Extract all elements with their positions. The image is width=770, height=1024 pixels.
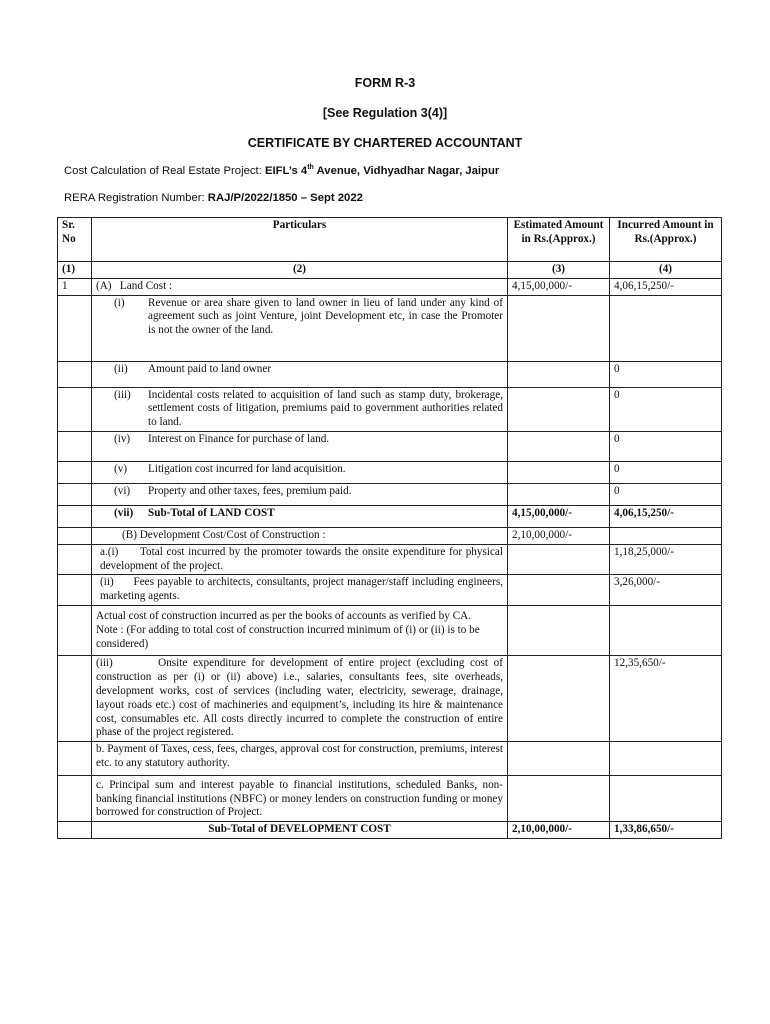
item-text: c. Principal sum and interest payable to financial institutions, scheduled Banks, non-banking financial institutions (NBFC) or money lenders on construction funding or money borrowed for construction of Project. — [92, 775, 508, 821]
item-text: Property and other taxes, fees, premium paid. — [148, 484, 352, 497]
item-incurred: 0 — [610, 461, 722, 483]
land-sr: 1 — [58, 278, 92, 295]
rera-number: RAJ/P/2022/1850 – Sept 2022 — [207, 192, 363, 204]
actual-cost-cell — [92, 605, 508, 655]
cost-table — [57, 217, 722, 839]
table-row — [58, 775, 722, 821]
colnum-1: (1) — [58, 262, 92, 279]
table-row — [58, 605, 722, 655]
development-subtotal-row — [58, 822, 722, 839]
item-incurred: 1,18,25,000/- — [610, 544, 722, 575]
land-incurred: 4,06,15,250/- — [610, 278, 722, 295]
item-text: Interest on Finance for purchase of land. — [148, 432, 330, 445]
project-line — [64, 164, 499, 177]
development-subtotal-label: Sub-Total of DEVELOPMENT COST — [92, 822, 508, 839]
table-row — [58, 461, 722, 483]
table-row — [58, 295, 722, 361]
item-number: (i) — [114, 296, 125, 309]
development-title-row — [58, 527, 722, 544]
item-number: (iv) — [114, 432, 131, 445]
development-title: (B) Development Cost/Cost of Construction : — [92, 527, 508, 544]
table-row — [58, 361, 722, 387]
rera-line — [64, 192, 363, 204]
development-subtotal-incurred: 1,33,86,650/- — [610, 822, 722, 839]
regulation-reference: [See Regulation 3(4)] — [322, 106, 448, 120]
rera-label: RERA Registration Number: — [64, 192, 205, 204]
item-text: Litigation cost incurred for land acquisition. — [148, 462, 346, 475]
colnum-2: (2) — [92, 262, 508, 279]
table-row — [58, 544, 722, 575]
item-text: Amount paid to land owner — [148, 362, 272, 375]
land-estimated: 4,15,00,000/- — [508, 278, 610, 295]
table-row — [58, 387, 722, 431]
actual-cost-text: Actual cost of construction incurred as per the books of accounts as verified by CA. — [96, 609, 471, 622]
header-particulars: Particulars — [92, 218, 508, 262]
item-text: (iii) Onsite expenditure for development of entire project (excluding cost of construction as per (i) or (ii) above) i.e., salaries, consultants fees, site overheads, development works, cost of services (including water, electricity, sewerage, drainage, layout roads etc.) cost of machineries and equipment’s, including its hire & maintenance cost, consumables etc. All costs directly incurred to complete the construction of entire phase of the project registered. — [92, 656, 508, 742]
subtotal-number: (vii) — [114, 506, 134, 519]
land-subtotal-incurred: 4,06,15,250/- — [610, 505, 722, 527]
table-row — [58, 483, 722, 505]
item-text: (ii) Fees payable to architects, consultants, project manager/staff including engineers, marketing agents. — [92, 575, 508, 606]
table-row — [58, 575, 722, 606]
item-text: Incidental costs related to acquisition of land such as stamp duty, brokerage, settlement costs of litigation, premiums paid to government authorities related to land. — [148, 388, 503, 429]
form-title: FORM R-3 — [354, 76, 416, 90]
item-incurred: 3,26,000/- — [610, 575, 722, 606]
item-incurred: 0 — [610, 361, 722, 387]
item-number: (v) — [114, 462, 128, 475]
item-text: a.(i) Total cost incurred by the promoter towards the onsite expenditure for physical development of the project. — [92, 544, 508, 575]
header-row — [58, 218, 722, 262]
item-number: (iii) — [114, 388, 131, 401]
item-number: (ii) — [114, 362, 128, 375]
land-subtotal-estimated: 4,15,00,000/- — [508, 505, 610, 527]
project-name: EIFL’s 4th Avenue, Vidhyadhar Nagar, Jaipur — [264, 164, 500, 177]
development-subtotal-estimated: 2,10,00,000/- — [508, 822, 610, 839]
item-incurred: 0 — [610, 431, 722, 461]
header-incurred: Incurred Amount in Rs.(Approx.) — [610, 218, 722, 262]
item-text: Revenue or area share given to land owner in lieu of land under any kind of agreement such as joint Venture, joint Development etc, in case the Promoter is not the owner of the land. — [148, 296, 503, 337]
item-incurred: 12,35,650/- — [610, 656, 722, 742]
project-label: Cost Calculation of Real Estate Project: — [64, 164, 262, 177]
colnum-4: (4) — [610, 262, 722, 279]
header-sr-no: Sr. No — [58, 218, 92, 262]
column-number-row — [58, 262, 722, 279]
item-incurred: 0 — [610, 387, 722, 431]
colnum-3: (3) — [508, 262, 610, 279]
land-cost-title: (A) Land Cost : — [92, 278, 508, 295]
item-incurred — [610, 295, 722, 361]
land-subtotal-row — [58, 505, 722, 527]
land-cost-row — [58, 278, 722, 295]
certificate-title: CERTIFICATE BY CHARTERED ACCOUNTANT — [247, 136, 523, 150]
item-number: (vi) — [114, 484, 131, 497]
header-estimated: Estimated Amount in Rs.(Approx.) — [508, 218, 610, 262]
table-row — [58, 742, 722, 776]
item-incurred: 0 — [610, 483, 722, 505]
development-estimated: 2,10,00,000/- — [508, 527, 610, 544]
item-text: b. Payment of Taxes, cess, fees, charges, approval cost for construction, premiums, interest etc. to any statutory authority. — [92, 742, 508, 776]
table-row — [58, 656, 722, 742]
land-subtotal-label: Sub-Total of LAND COST — [148, 506, 275, 519]
table-row — [58, 431, 722, 461]
actual-cost-note: Note : (For adding to total cost of construction incurred minimum of (i) or (ii) is to be considered) — [96, 623, 480, 650]
